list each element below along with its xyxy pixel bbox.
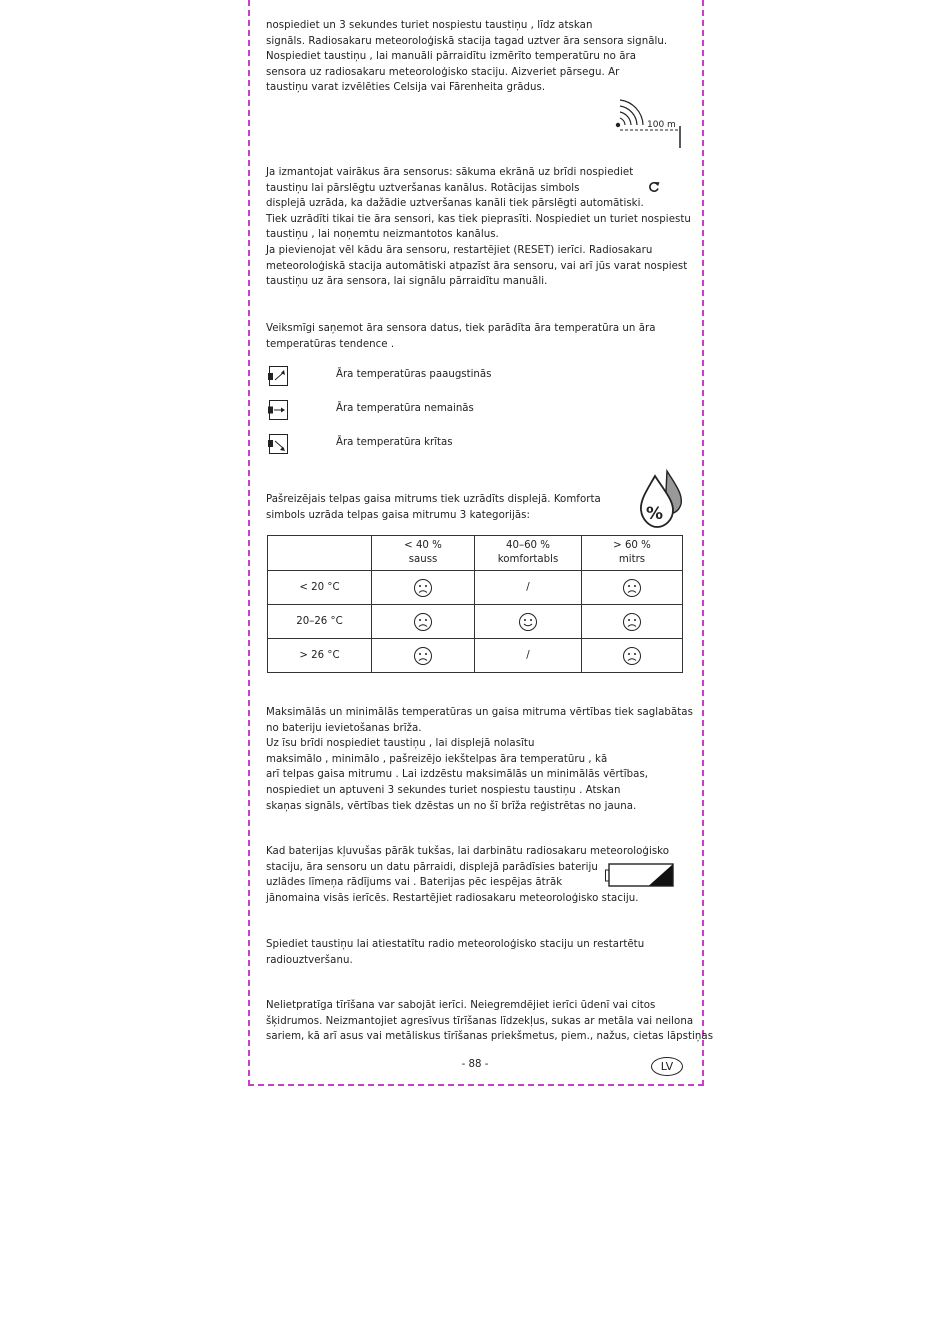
text-line: Tiek uzrādīti tikai tie āra sensori, kas tiek pieprasīti. Nospiediet un turiet nospiestu (266, 213, 691, 225)
text-line: sensora uz radiosakaru meteoroloģisko staciju. Aizveriet pārsegu. Ar (266, 66, 620, 78)
sad-face-icon (413, 646, 433, 666)
sad-face-icon (413, 578, 433, 598)
table-header-row (268, 536, 683, 571)
text-line: nospiediet un aptuveni 3 sekundes turiet nospiestu taustiņu . Atskan (266, 784, 621, 796)
text-line: taustiņu uz āra sensora, lai signālu pārraidītu manuāli. (266, 276, 548, 288)
trend-flat-icon (268, 400, 288, 420)
sad-face-icon (622, 646, 642, 666)
text-line: meteoroloģiskā stacija automātiski atpazīst āra sensoru, vai arī jūs varat nospiest (266, 260, 688, 272)
text-line: maksimālo , minimālo , pašreizējo iekštelpas āra temperatūru , kā (266, 753, 608, 765)
table-row (268, 605, 683, 639)
text-line: Uz īsu brīdi nospiediet taustiņu , lai displejā nolasītu (266, 738, 535, 750)
row-temp: 20–26 °C (268, 605, 372, 639)
trend-label: Āra temperatūra krītas (336, 437, 453, 448)
text-line: taustiņu lai pārslēgtu uztveršanas kanālus. Rotācijas simbols (266, 182, 580, 194)
table-header-cell (582, 536, 683, 571)
page-number: - 88 - (461, 1059, 489, 1070)
battery-icon (605, 863, 677, 889)
trend-up-icon (268, 366, 288, 386)
text-line: uzlādes līmeņa rādījums vai . Baterijas pēc iespējas ātrāk (266, 877, 563, 889)
text-line: Veiksmīgi saņemot āra sensora datus, tiek parādīta āra temperatūra un āra (266, 323, 656, 334)
text-line: šķidrumos. Neizmantojiet agresīvus tīrīšanas līdzekļus, sukas ar metāla vai neilona (266, 1015, 694, 1027)
table-row (268, 639, 683, 673)
text-line: arī telpas gaisa mitrumu . Lai izdzēstu maksimālās un minimālās vērtības, (266, 769, 649, 781)
transmission-range-icon (612, 98, 688, 150)
paragraph-intro (266, 18, 684, 96)
text-line: simbols uzrāda telpas gaisa mitrumu 3 kategorijās: (266, 509, 530, 521)
paragraph-trend-intro (266, 321, 684, 352)
text-line: nospiediet un 3 sekundes turiet nospiestu taustiņu , līdz atskan (266, 20, 593, 31)
row-temp: < 20 °C (268, 571, 372, 605)
table-cell (582, 605, 683, 639)
text-line: Maksimālās un minimālās temperatūras un gaisa mitruma vērtības tiek saglabātas (266, 707, 693, 718)
paragraph-reset (266, 937, 684, 968)
table-header-cell (475, 536, 582, 571)
table-cell (372, 605, 475, 639)
text-line: displejā uzrāda, ka dažādie uztveršanas kanāli tiek pārslēgti automātiski. (266, 198, 644, 210)
table-cell: / (475, 571, 582, 605)
text-line: Ja pievienojat vēl kādu āra sensoru, restartējiet (RESET) ierīci. Radiosakaru (266, 244, 653, 256)
paragraph-multi-sensor (266, 165, 691, 290)
table-cell (475, 605, 582, 639)
text-line: jānomaina visās ierīcēs. Restartējiet radiosakaru meteoroloģisko staciju. (266, 892, 639, 904)
text-line: Spiediet taustiņu lai atiestatītu radio meteoroloģisko staciju un restartētu (266, 939, 645, 950)
table-cell (372, 571, 475, 605)
paragraph-maxmin (266, 705, 693, 814)
text-line: temperatūras tendence . (266, 338, 395, 350)
table-cell: / (475, 639, 582, 673)
comfort-table (267, 535, 683, 673)
text-line: Ja izmantojat vairākus āra sensorus: sākuma ekrānā uz brīdi nospiediet (266, 167, 634, 178)
trend-label: Āra temperatūra nemainās (336, 403, 474, 414)
table-cell (582, 571, 683, 605)
humidity-drop-icon (637, 468, 687, 530)
text-line: sariem, kā arī asus vai metāliskus tīrīšanas priekšmetus, piem., nažus, cietas lāpstiņas (266, 1031, 714, 1043)
text-line: skaņas signāls, vērtības tiek dzēstas un no šī brīža reģistrētas no jauna. (266, 800, 637, 812)
column-label: mitrs (618, 554, 646, 565)
text-line: taustiņu varat izvēlēties Celsija vai Fārenheita grādus. (266, 82, 546, 94)
text-line: Nospiediet taustiņu , lai manuāli pārraidītu izmērīto temperatūru no āra (266, 51, 637, 63)
column-label: sauss (408, 554, 438, 565)
text-line: signāls. Radiosakaru meteoroloģiskā stacija tagad uztver āra sensora signālu. (266, 35, 668, 47)
text-line: no bateriju ievietošanas brīža. (266, 722, 422, 734)
column-range: 40–60 % (506, 540, 550, 551)
column-label: komfortabls (497, 554, 559, 565)
table-cell (582, 639, 683, 673)
text-line: Nelietpratīga tīrīšana var sabojāt ierīci. Neiegremdējiet ierīci ūdenī vai citos (266, 1000, 656, 1011)
sad-face-icon (622, 578, 642, 598)
table-cell (372, 639, 475, 673)
happy-face-icon (518, 612, 538, 632)
language-badge: LV (651, 1057, 683, 1076)
column-range: < 40 % (404, 540, 442, 551)
rotation-icon (648, 181, 660, 193)
sad-face-icon (413, 612, 433, 632)
row-temp: > 26 °C (268, 639, 372, 673)
paragraph-humidity-intro (266, 492, 684, 523)
text-line: radiouztveršanu. (266, 954, 353, 966)
text-line: Pašreizējais telpas gaisa mitrums tiek uzrādīts displejā. Komforta (266, 494, 601, 505)
text-line: taustiņu , lai noņemtu neizmantotos kanālus. (266, 229, 499, 241)
table-header-cell (372, 536, 475, 571)
trend-label: Āra temperatūras paaugstinās (336, 369, 492, 380)
sad-face-icon (622, 612, 642, 632)
table-row (268, 571, 683, 605)
svg-text:%: % (646, 504, 664, 524)
trend-down-icon (268, 434, 288, 454)
text-line: staciju, āra sensoru un datu pārraidi, displejā parādīsies bateriju (266, 861, 598, 873)
text-line: Kad baterijas kļuvušas pārāk tukšas, lai darbinātu radiosakaru meteoroloģisko (266, 846, 670, 857)
table-corner-cell (268, 536, 372, 571)
range-label: 100 m (647, 120, 676, 130)
column-range: > 60 % (613, 540, 651, 551)
paragraph-cleaning (266, 998, 714, 1045)
